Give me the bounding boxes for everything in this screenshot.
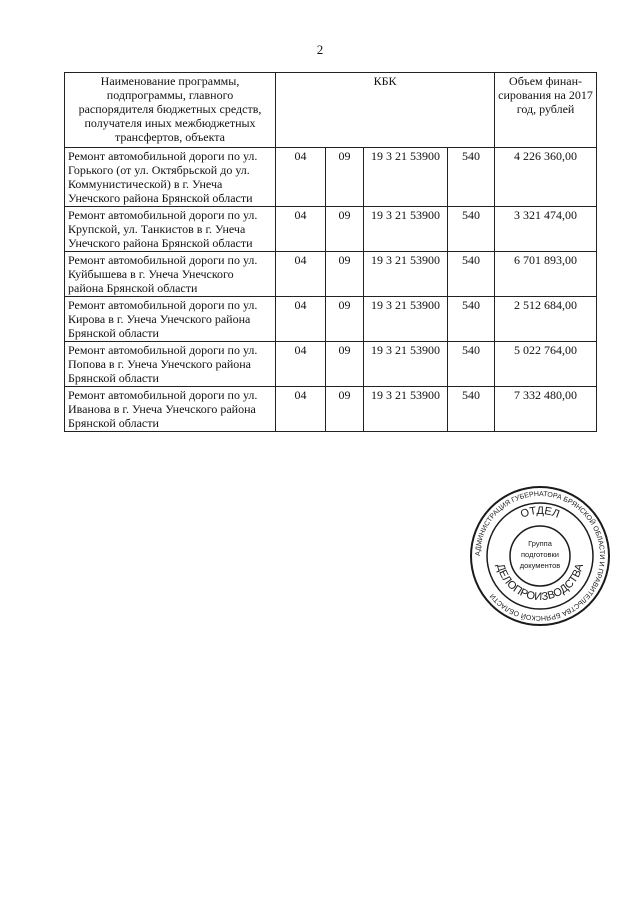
row-name: Ремонт автомобильной дороги по ул. Куйбышева в г. Унеча Унечского района Брянской области <box>65 252 276 297</box>
table-row <box>65 252 597 297</box>
row-code-expense-type: 540 <box>448 387 495 432</box>
table-row <box>65 297 597 342</box>
office-stamp <box>469 485 611 627</box>
row-code-subsection: 09 <box>326 297 364 342</box>
row-code-section: 04 <box>276 387 326 432</box>
stamp-inner-top: ОТДЕЛ <box>519 504 562 521</box>
budget-table <box>64 72 597 432</box>
row-code-target: 19 3 21 53900 <box>364 207 448 252</box>
row-code-subsection: 09 <box>326 387 364 432</box>
page-number: 2 <box>316 42 324 57</box>
stamp-center-line-2: подготовки <box>521 550 559 559</box>
row-name: Ремонт автомобильной дороги по ул. Горького (от ул. Октябрьской до ул. Коммунистической) в г. Унеча Унечского района Брянской области <box>65 148 276 207</box>
row-code-subsection: 09 <box>326 252 364 297</box>
row-amount: 6 701 893,00 <box>495 252 597 297</box>
row-code-section: 04 <box>276 342 326 387</box>
row-code-target: 19 3 21 53900 <box>364 297 448 342</box>
row-amount: 7 332 480,00 <box>495 387 597 432</box>
table-row <box>65 207 597 252</box>
row-code-section: 04 <box>276 297 326 342</box>
table-row <box>65 342 597 387</box>
row-code-expense-type: 540 <box>448 148 495 207</box>
row-code-expense-type: 540 <box>448 252 495 297</box>
stamp-center-line-3: документов <box>519 561 561 570</box>
row-code-target: 19 3 21 53900 <box>364 387 448 432</box>
row-code-section: 04 <box>276 207 326 252</box>
row-code-expense-type: 540 <box>448 297 495 342</box>
row-name: Ремонт автомобильной дороги по ул. Попова в г. Унеча Унечского района Брянской области <box>65 342 276 387</box>
header-kbk: КБК <box>276 73 495 148</box>
row-code-expense-type: 540 <box>448 207 495 252</box>
row-amount: 4 226 360,00 <box>495 148 597 207</box>
row-code-target: 19 3 21 53900 <box>364 148 448 207</box>
row-code-subsection: 09 <box>326 148 364 207</box>
table-header-row <box>65 73 597 148</box>
row-name: Ремонт автомобильной дороги по ул. Крупской, ул. Танкистов в г. Унеча Унечского района Брянской области <box>65 207 276 252</box>
row-amount: 5 022 764,00 <box>495 342 597 387</box>
row-code-subsection: 09 <box>326 207 364 252</box>
table-row <box>65 387 597 432</box>
header-amount: Объем финан-сирования на 2017 год, рублей <box>495 73 597 148</box>
row-code-target: 19 3 21 53900 <box>364 252 448 297</box>
stamp-center-line-1: Группа <box>528 539 552 548</box>
row-code-section: 04 <box>276 148 326 207</box>
row-name: Ремонт автомобильной дороги по ул. Иванова в г. Унеча Унечского района Брянской области <box>65 387 276 432</box>
table-row <box>65 148 597 207</box>
row-name: Ремонт автомобильной дороги по ул. Кирова в г. Унеча Унечского района Брянской области <box>65 297 276 342</box>
row-code-expense-type: 540 <box>448 342 495 387</box>
stamp-inner-bottom: ДЕЛОПРОИЗВОДСТВА <box>493 562 587 604</box>
row-amount: 3 321 474,00 <box>495 207 597 252</box>
row-code-subsection: 09 <box>326 342 364 387</box>
header-name: Наименование программы, подпрограммы, главного распорядителя бюджетных средств, получателя иных межбюджетных трансфертов, объекта <box>65 73 276 148</box>
row-amount: 2 512 684,00 <box>495 297 597 342</box>
row-code-target: 19 3 21 53900 <box>364 342 448 387</box>
row-code-section: 04 <box>276 252 326 297</box>
stamp-outer-text: АДМИНИСТРАЦИЯ ГУБЕРНАТОРА БРЯНСКОЙ ОБЛАСТИ И ПРАВИТЕЛЬСТВА БРЯНСКОЙ ОБЛАСТИ <box>474 490 606 622</box>
